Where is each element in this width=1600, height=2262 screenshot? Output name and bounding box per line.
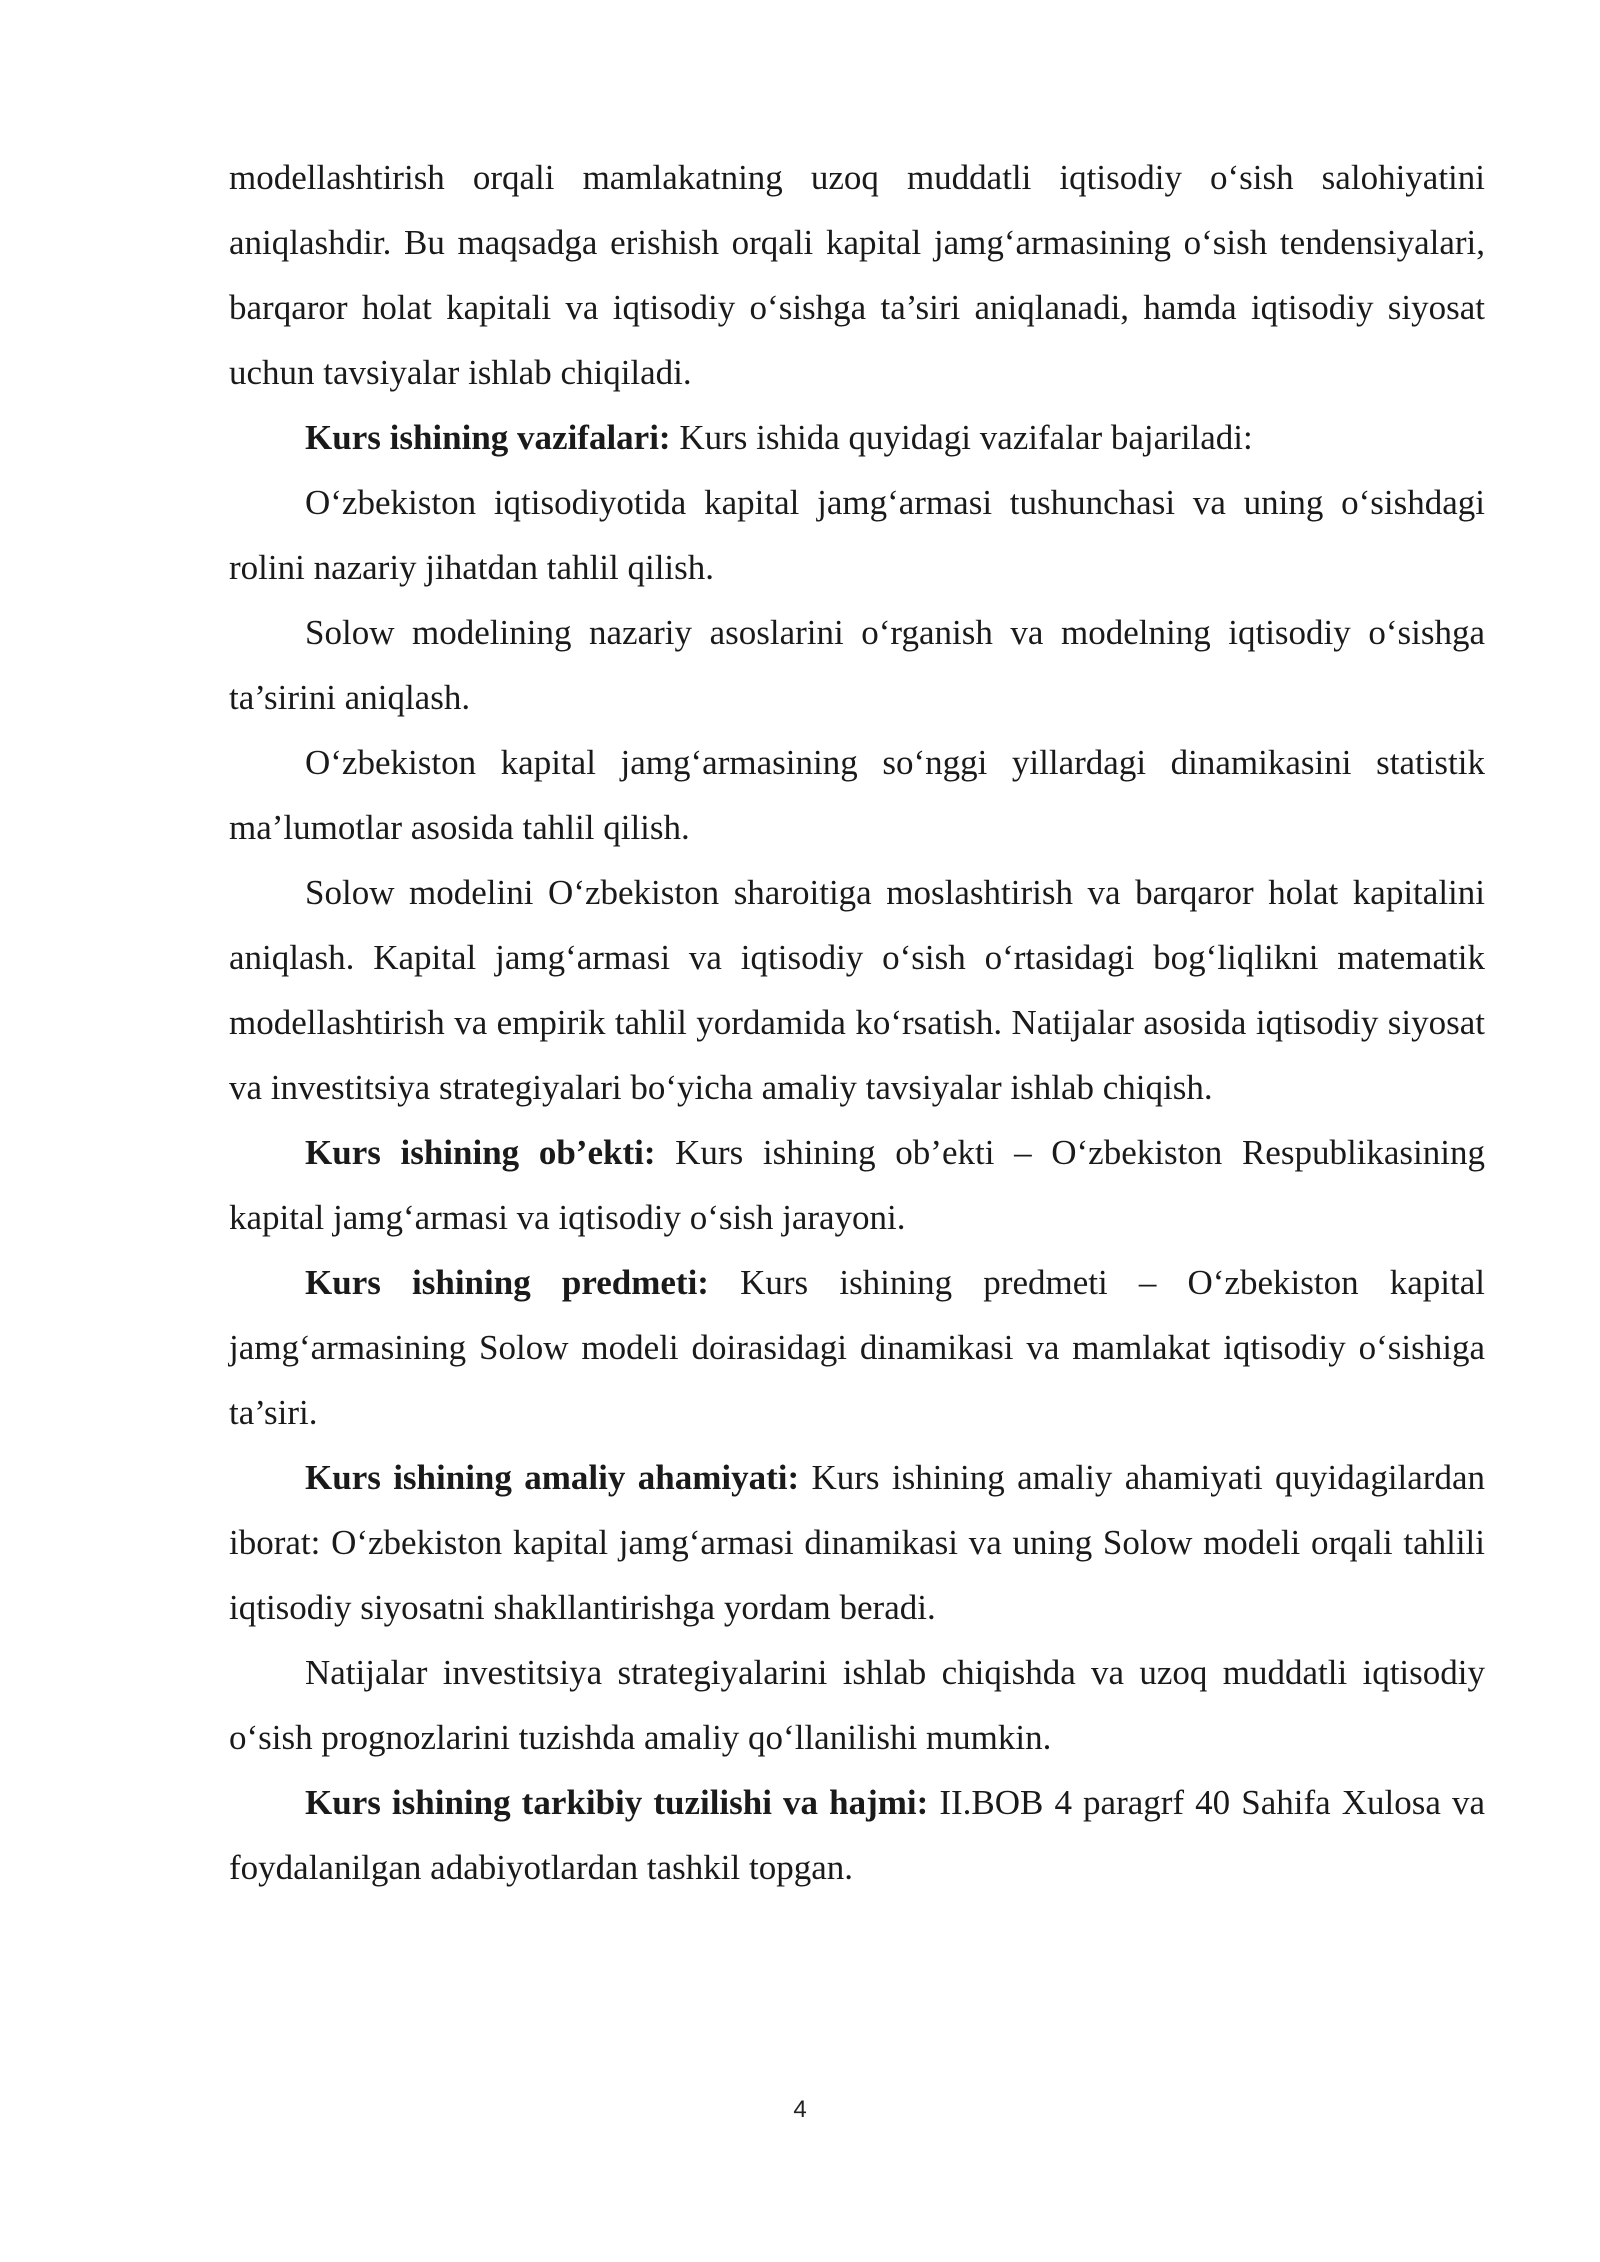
paragraph-subject	[229, 1250, 1485, 1445]
paragraph-label: Kurs ishining tarkibiy tuzilishi va hajmi:	[305, 1783, 929, 1822]
paragraph-label: Kurs ishining amaliy ahamiyati:	[305, 1458, 800, 1497]
page-number: 4	[793, 2096, 807, 2123]
paragraph-text: Kurs ishining predmeti – O‘zbekiston kapital jamg‘armasining Solow modeli doirasidagi dinamikasi va mamlakat iqtisodiy o‘sishiga ta’siri.	[229, 1263, 1485, 1432]
paragraph-text: Kurs ishining ob’ekti – O‘zbekiston Respublikasining kapital jamg‘armasi va iqtisodiy o‘sish jarayoni.	[229, 1133, 1486, 1237]
paragraph-task-1	[229, 470, 1485, 600]
paragraph-practical-significance	[229, 1445, 1485, 1640]
paragraph-goal-continuation	[229, 145, 1485, 405]
paragraph-text: II.BOB 4 paragrf 40 Sahifa Xulosa va foydalanilgan adabiyotlardan tashkil topgan.	[229, 1783, 1485, 1887]
paragraph-task-3	[229, 730, 1485, 860]
paragraph-text: modellashtirish orqali mamlakatning uzoq muddatli iqtisodiy o‘sish salohiyatini aniqlashdir. Bu maqsadga erishish orqali kapital jamg‘armasining o‘sish tendensiyalari, barqaror holat kapitali va iqtisodiy o‘sishga ta’siri aniqlanadi, hamda iqtisodiy siyosat uchun tavsiyalar ishlab chiqiladi.	[229, 158, 1485, 392]
paragraph-text: O‘zbekiston kapital jamg‘armasining so‘nggi yillardagi dinamikasini statistik ma’lumotlar asosida tahlil qilish.	[229, 743, 1485, 847]
paragraph-text: Kurs ishining amaliy ahamiyati quyidagilardan iborat: O‘zbekiston kapital jamg‘armasi dinamikasi va uning Solow modeli orqali tahlili iqtisodiy siyosatni shakllantirishga yordam beradi.	[229, 1458, 1485, 1627]
paragraph-results	[229, 1640, 1485, 1770]
paragraph-structure	[229, 1770, 1485, 1900]
paragraph-task-2	[229, 600, 1485, 730]
paragraph-text: Natijalar investitsiya strategiyalarini ishlab chiqishda va uzoq muddatli iqtisodiy o‘sish prognozlarini tuzishda amaliy qo‘llanilishi mumkin.	[229, 1653, 1485, 1757]
paragraph-tasks	[229, 405, 1485, 470]
paragraph-text: Solow modelining nazariy asoslarini o‘rganish va modelning iqtisodiy o‘sishga ta’sirini aniqlash.	[229, 613, 1485, 717]
paragraph-label: Kurs ishining ob’ekti:	[305, 1133, 656, 1172]
paragraph-text: Solow modelini O‘zbekiston sharoitiga moslashtirish va barqaror holat kapitalini aniqlash. Kapital jamg‘armasi va iqtisodiy o‘sish o‘rtasidagi bog‘liqlikni matematik modellashtirish va empirik tahlil yordamida ko‘rsatish. Natijalar asosida iqtisodiy siyosat va investitsiya strategiyalari bo‘yicha amaliy tavsiyalar ishlab chiqish.	[229, 873, 1485, 1107]
paragraph-text: O‘zbekiston iqtisodiyotida kapital jamg‘armasi tushunchasi va uning o‘sishdagi rolini nazariy jihatdan tahlil qilish.	[229, 483, 1485, 587]
paragraph-label: Kurs ishining vazifalari:	[305, 418, 671, 457]
paragraph-task-4	[229, 860, 1485, 1120]
paragraph-label: Kurs ishining predmeti:	[305, 1263, 709, 1302]
body-text	[229, 145, 1485, 1900]
paragraph-text: Kurs ishida quyidagi vazifalar bajariladi:	[679, 418, 1253, 457]
paragraph-object	[229, 1120, 1485, 1250]
